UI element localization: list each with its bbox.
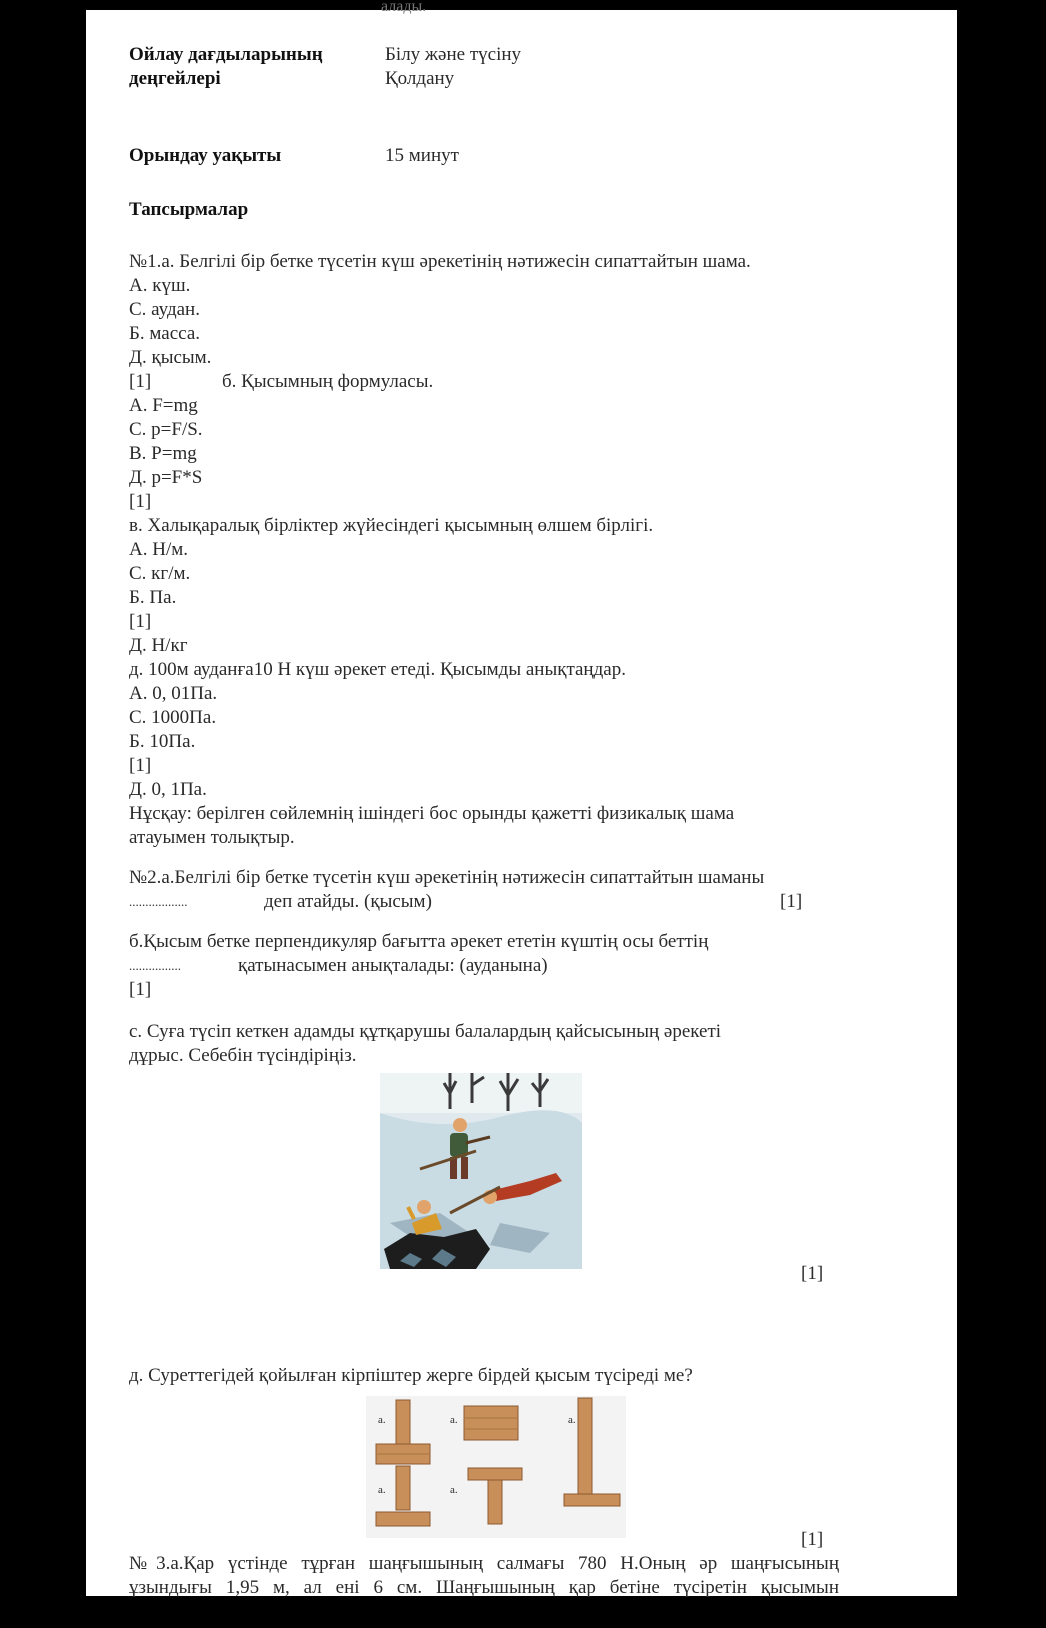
q2c-mark: [1] bbox=[801, 1263, 824, 1284]
bricks-illustration bbox=[366, 1396, 626, 1538]
q1d-mark: [1] bbox=[129, 755, 152, 776]
brick-upright bbox=[488, 1480, 502, 1524]
q1d-option: С. 1000Па. bbox=[129, 707, 217, 728]
q1d-option: А. 0, 01Па. bbox=[129, 683, 218, 704]
q1b-question: б. Қысымның формуласы. bbox=[222, 371, 434, 392]
q2a-line2: деп атайды. (қысым) bbox=[264, 891, 432, 912]
brick-upright bbox=[396, 1466, 410, 1510]
q1c-option: Б. Па. bbox=[129, 587, 177, 608]
q2a-line1: №2.а.Белгілі бір бетке түсетін күш әрекетінің нәтижесін сипаттайтын шаманы bbox=[129, 867, 765, 888]
tasks-title: Тапсырмалар bbox=[129, 199, 249, 220]
levels-label-line2: деңгейлері bbox=[129, 68, 221, 89]
q3-line2: ұзындығы 1,95 м, ал ені 6 см. Шаңғышының қар бетіне түсіретін қысымын bbox=[129, 1577, 839, 1598]
q1a-mark: [1] bbox=[129, 371, 152, 392]
brick-flat bbox=[564, 1494, 620, 1506]
q1a-option: С. аудан. bbox=[129, 299, 200, 320]
q1b-option: Д. p=F*S bbox=[129, 467, 203, 488]
q1a-option: Д. қысым. bbox=[129, 347, 212, 368]
q2d-question: д. Суреттегідей қойылған кірпіштер жерге бірдей қысым түсіреді ме? bbox=[129, 1365, 693, 1386]
ice-rescue-illustration bbox=[380, 1073, 582, 1269]
q1a-option: Б. масса. bbox=[129, 323, 201, 344]
brick-label: а. bbox=[378, 1414, 386, 1426]
q1d-option-last: Д. 0, 1Па. bbox=[129, 779, 207, 800]
brick-label: а. bbox=[378, 1484, 386, 1496]
q1c-option-last: Д. Н/кг bbox=[129, 635, 188, 656]
time-label: Орындау уақыты bbox=[129, 145, 282, 166]
q1b-mark: [1] bbox=[129, 491, 152, 512]
brick-label: а. bbox=[568, 1414, 576, 1426]
q2c-line2: дұрыс. Себебін түсіндіріңіз. bbox=[129, 1045, 357, 1066]
document-page bbox=[86, 0, 957, 1598]
q2a-mark: [1] bbox=[780, 891, 803, 912]
levels-label-line1: Ойлау дағдыларының bbox=[129, 44, 323, 65]
brick-label: а. bbox=[450, 1414, 458, 1426]
q1b-option: А. F=mg bbox=[129, 395, 198, 416]
q1a-question: №1.а. Белгілі бір бетке түсетін күш әрекетінің нәтижесін сипаттайтын шама. bbox=[129, 251, 751, 272]
levels-value-line1: Білу және түсіну bbox=[385, 44, 522, 65]
q1c-option: С. кг/м. bbox=[129, 563, 191, 584]
q1d-question: д. 100м ауданға10 Н күш әрекет етеді. Қысымды анықтаңдар. bbox=[129, 659, 626, 680]
q1c-mark: [1] bbox=[129, 611, 152, 632]
q2b-line2: қатынасымен анықталады: (ауданына) bbox=[238, 955, 548, 976]
q1b-option: В. P=mg bbox=[129, 443, 197, 464]
q3-line1: №3.а.Қар үстінде тұрған шаңғышының салмағы 780 Н.Оның әр шаңғысының bbox=[129, 1553, 839, 1574]
q2b-blank: ................ bbox=[129, 958, 181, 973]
q2b-mark: [1] bbox=[129, 979, 152, 1000]
brick-upright bbox=[396, 1400, 410, 1444]
brick-flat bbox=[464, 1406, 518, 1440]
brick-flat bbox=[468, 1468, 522, 1480]
instruction-line2: атауымен толықтыр. bbox=[129, 827, 295, 848]
q1d-option: Б. 10Па. bbox=[129, 731, 196, 752]
q2a-blank: .................. bbox=[129, 894, 188, 909]
q1c-question: в. Халықаралық бірліктер жүйесіндегі қысымның өлшем бірлігі. bbox=[129, 515, 654, 536]
q1b-option: С. p=F/S. bbox=[129, 419, 203, 440]
brick-flat bbox=[376, 1512, 430, 1526]
brick-upright bbox=[578, 1398, 592, 1494]
q1c-option: А. Н/м. bbox=[129, 539, 188, 560]
cut-off-text: алады. bbox=[381, 0, 427, 15]
q2d-mark: [1] bbox=[801, 1529, 824, 1550]
q1a-option: А. күш. bbox=[129, 275, 191, 296]
q2c-line1: с. Суға түсіп кеткен адамды құтқарушы балалардың қайсысының әрекеті bbox=[129, 1021, 722, 1042]
brick-label: а. bbox=[450, 1484, 458, 1496]
time-value: 15 минут bbox=[385, 145, 459, 166]
instruction-line1: Нұсқау: берілген сөйлемнің ішіндегі бос орынды қажетті физикалық шама bbox=[129, 803, 735, 824]
levels-value-line2: Қолдану bbox=[385, 68, 455, 89]
q2b-line1: б.Қысым бетке перпендикуляр бағытта әрекет ететін күштің осы беттің bbox=[129, 931, 709, 952]
